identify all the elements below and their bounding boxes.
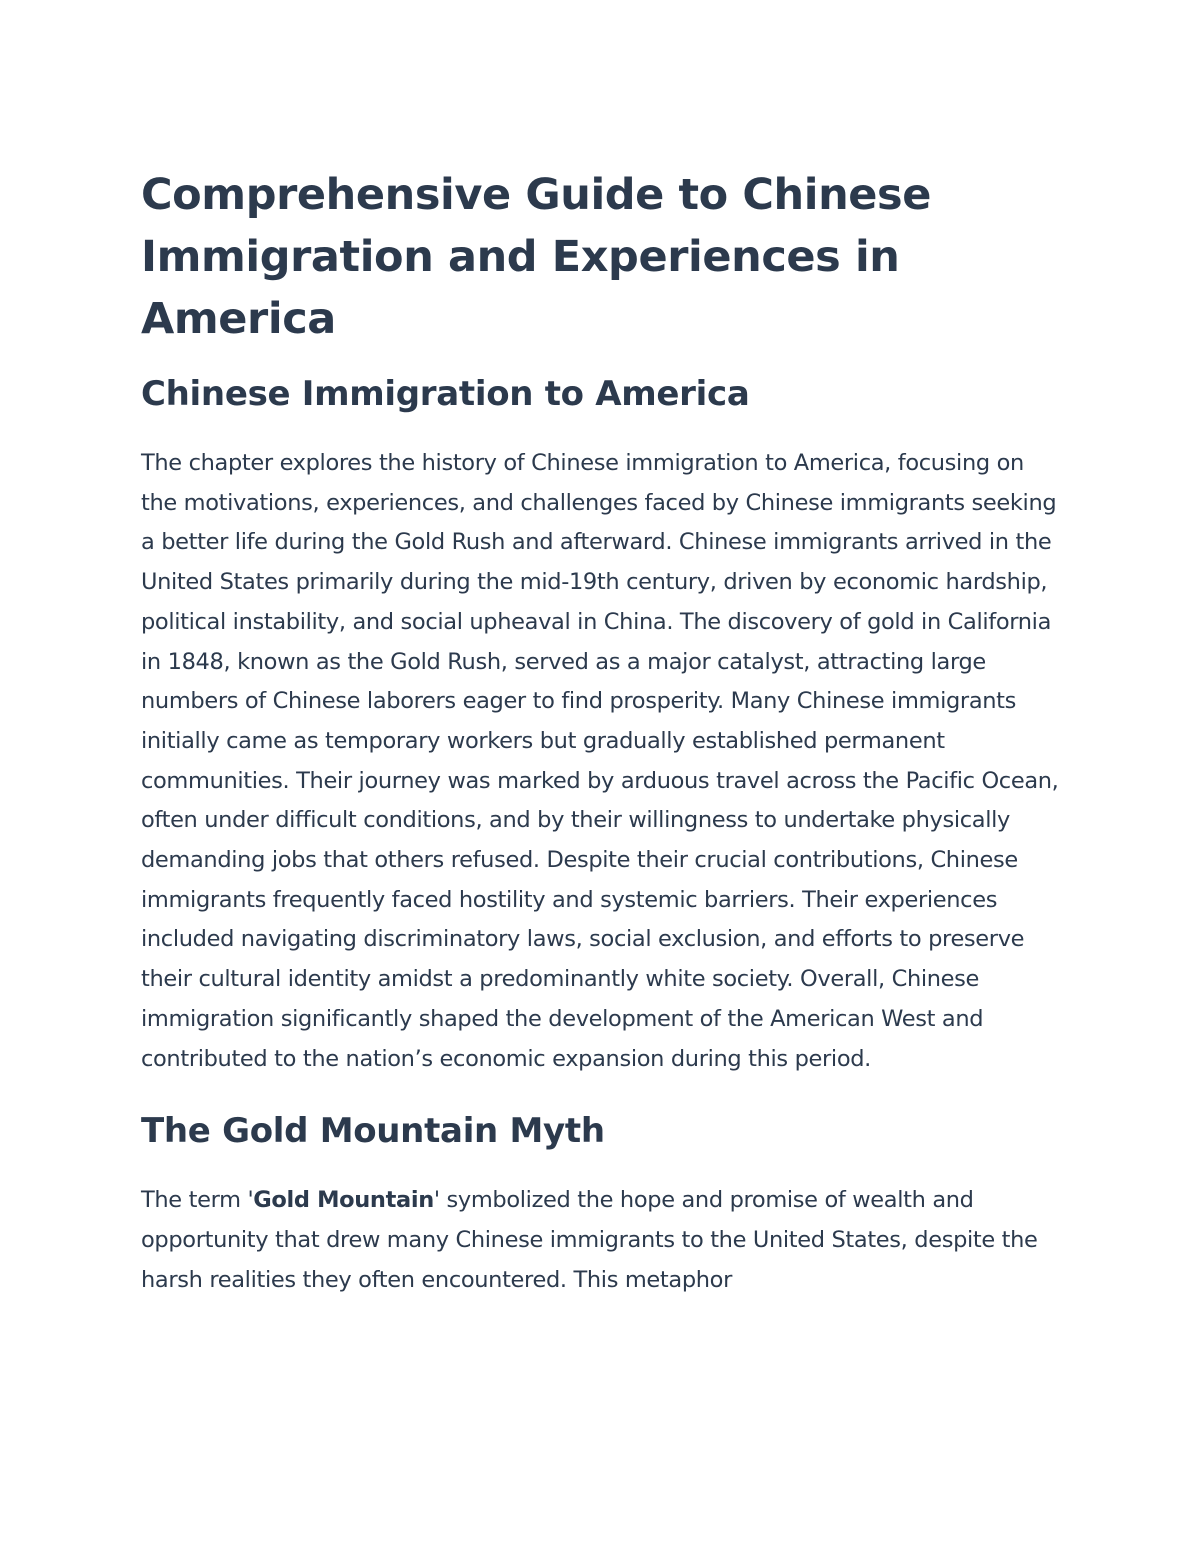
section-paragraph-gold-mountain-myth bbox=[141, 1181, 1066, 1300]
document-page bbox=[141, 164, 1066, 1300]
paragraph-text-rest: ' symbolized the hope and promise of wealth and opportunity that drew many Chinese immigrants to the United States, despite the harsh realities they often encountered. This metaphor bbox=[141, 1187, 1038, 1293]
paragraph-text-start: The term ' bbox=[141, 1187, 254, 1214]
gold-mountain-term: Gold Mountain bbox=[253, 1187, 434, 1214]
section-heading-chinese-immigration: Chinese Immigration to America bbox=[141, 374, 750, 414]
document-title: Comprehensive Guide to Chinese Immigration and Experiences in America bbox=[141, 170, 932, 344]
section-paragraph-chinese-immigration: The chapter explores the history of Chinese immigration to America, focusing on the motivations, experiences, and challenges faced by Chinese immigrants seeking a better life during the Gold Rush and afterward. Chinese immigrants arrived in the United States primarily during the mid-19th century, driven by economic hardship, political instability, and social upheaval in China. The discovery of gold in California in 1848, known as the Gold Rush, served as a major catalyst, attracting large numbers of Chinese laborers eager to find prosperity. Many Chinese immigrants initially came as temporary workers but gradually established permanent communities. Their journey was marked by arduous travel across the Pacific Ocean, often under difficult conditions, and by their willingness to undertake physically demanding jobs that others refused. Despite their crucial contributions, Chinese immigrants frequently faced hostility and systemic barriers. Their experiences included navigating discriminatory laws, social exclusion, and efforts to preserve their cultural identity amidst a predominantly white society. Overall, Chinese immigration significantly shaped the development of the American West and contributed to the nation’s economic expansion during this period. bbox=[141, 450, 1059, 1072]
section-heading-gold-mountain-myth: The Gold Mountain Myth bbox=[141, 1111, 605, 1152]
